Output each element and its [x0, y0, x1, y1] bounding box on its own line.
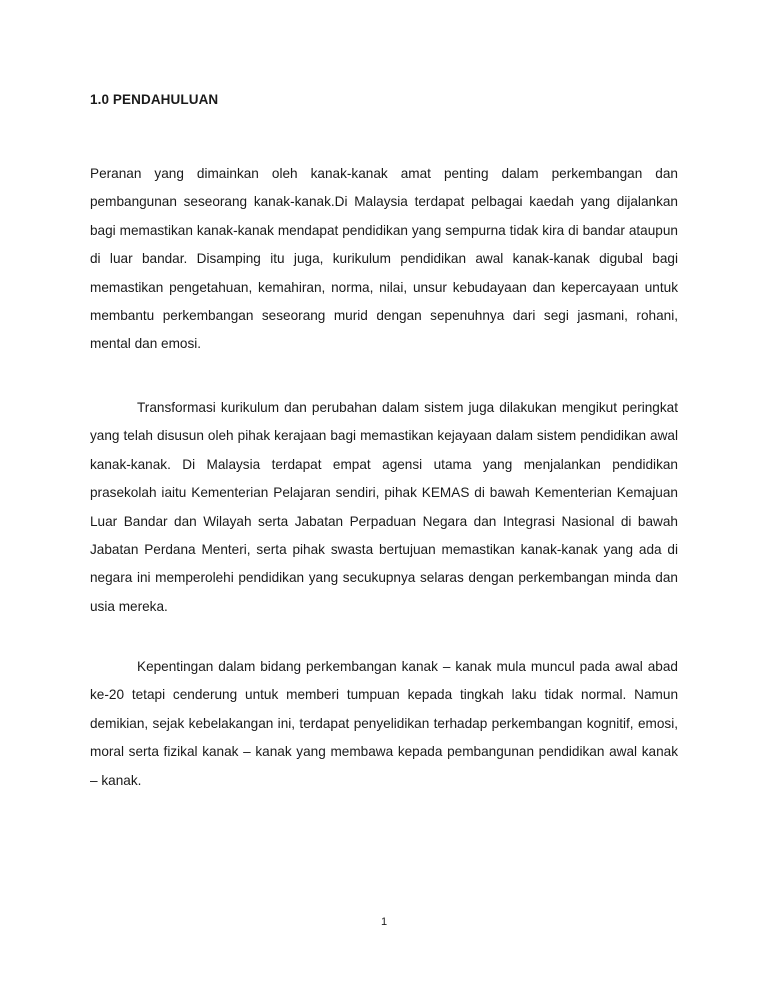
- section-heading: 1.0 PENDAHULUAN: [90, 92, 219, 107]
- paragraph-curriculum-transformation: Transformasi kurikulum dan perubahan dalam sistem juga dilakukan mengikut peringkat yang telah disusun oleh pihak kerajaan bagi memastikan kejayaan dalam sistem pendidikan awal kanak-kanak. Di Malaysia terdapat empat agensi utama yang menjalankan pendidikan prasekolah iaitu Kementerian Pelajaran sendiri, pihak KEMAS di bawah Kementerian Kemajuan Luar Bandar dan Wilayah serta Jabatan Perpaduan Negara dan Integrasi Nasional di bawah Jabatan Perdana Menteri, serta pihak swasta bertujuan memastikan kanak-kanak yang ada di negara ini memperolehi pendidikan yang secukupnya selaras dengan perkembangan minda dan usia mereka.: [90, 400, 678, 614]
- paragraph-child-development-importance: Kepentingan dalam bidang perkembangan kanak – kanak mula muncul pada awal abad ke-20 tetapi cenderung untuk memberi tumpuan kepada tingkah laku tidak normal. Namun demikian, sejak kebelakangan ini, terdapat penyelidikan terhadap perkembangan kognitif, emosi, moral serta fizikal kanak – kanak yang membawa kepada pembangunan pendidikan awal kanak – kanak.: [90, 659, 678, 788]
- paragraph-introduction: Peranan yang dimainkan oleh kanak-kanak amat penting dalam perkembangan dan pembangunan seseorang kanak-kanak.Di Malaysia terdapat pelbagai kaedah yang dijalankan bagi memastikan kanak-kanak mendapat pendidikan yang sempurna tidak kira di bandar ataupun di luar bandar. Disamping itu juga, kurikulum pendidikan awal kanak-kanak digubal bagi memastikan pengetahuan, kemahiran, norma, nilai, unsur kebudayaan dan kepercayaan untuk membantu perkembangan seseorang murid dengan sepenuhnya dari segi jasmani, rohani, mental dan emosi.: [90, 166, 678, 352]
- page-number: 1: [380, 916, 388, 928]
